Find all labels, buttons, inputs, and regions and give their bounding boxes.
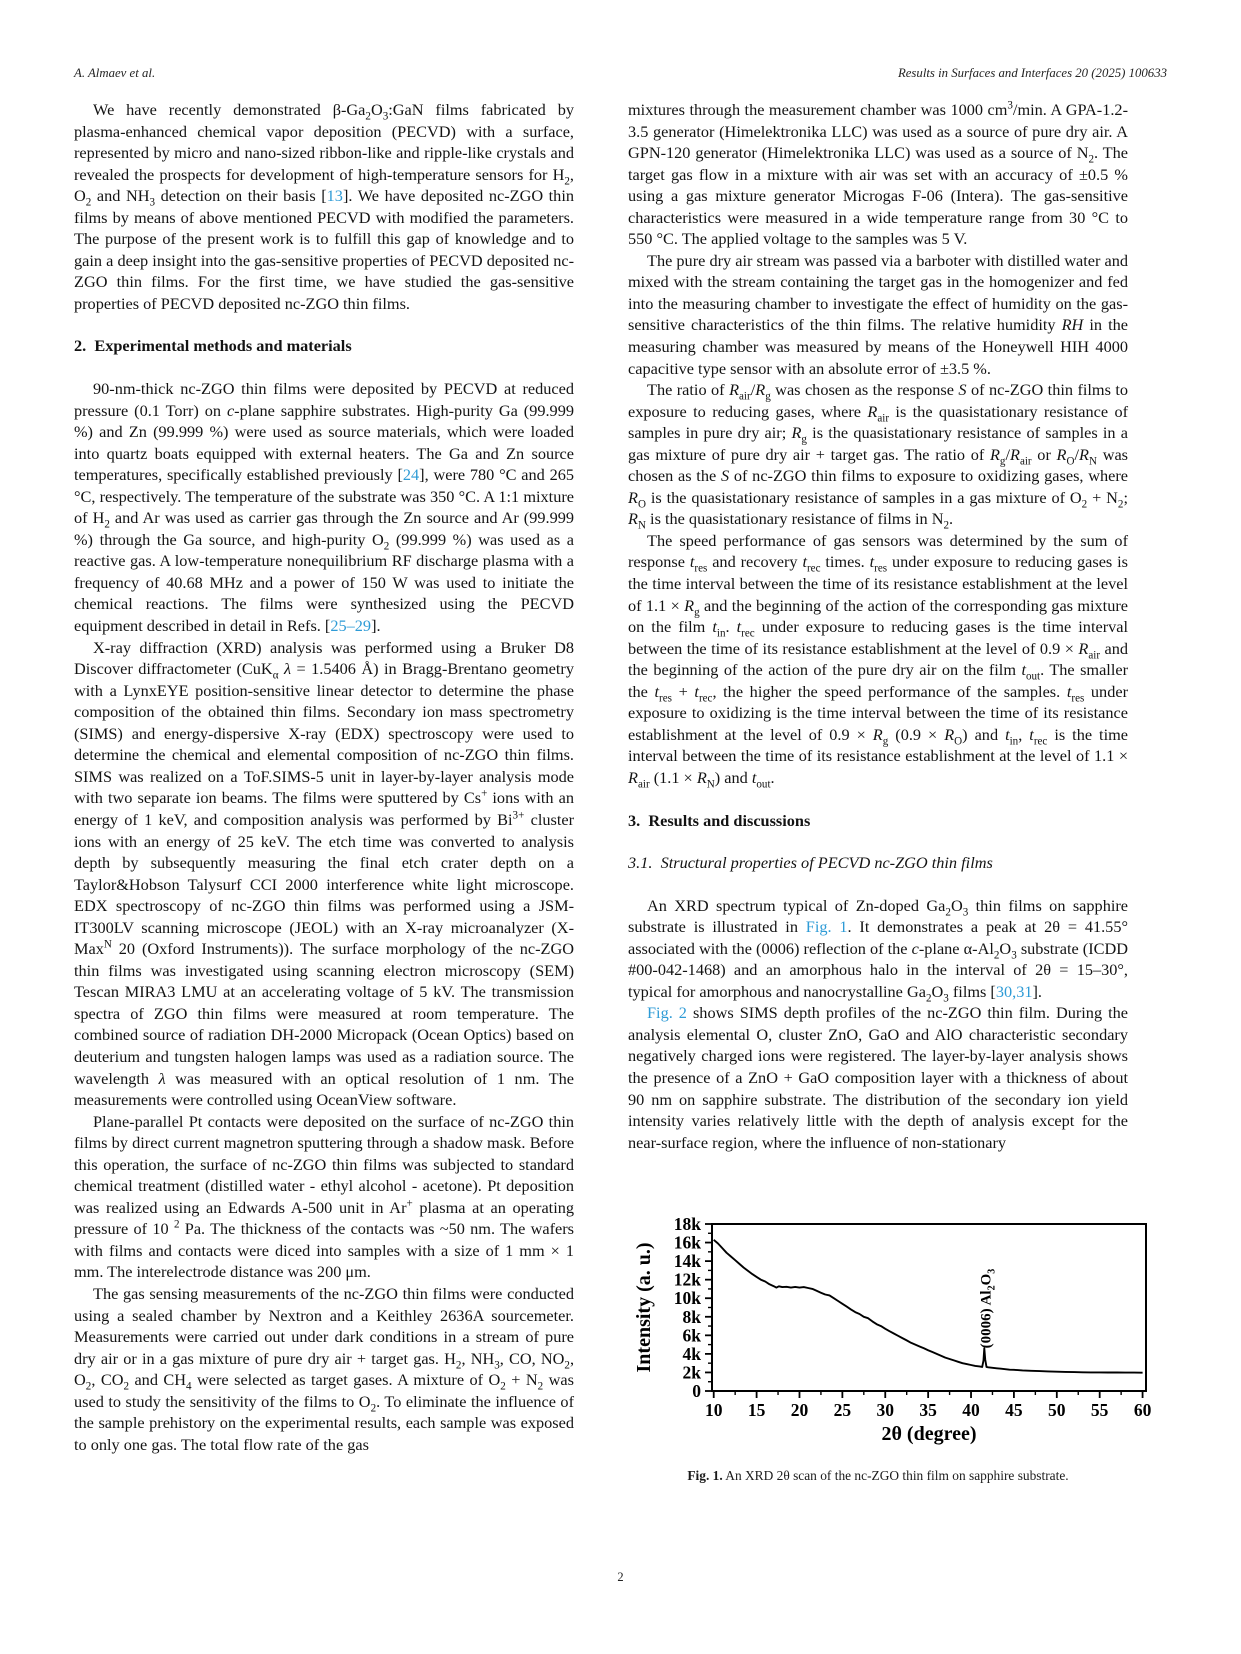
citation-link[interactable]: 25–29 xyxy=(330,616,372,636)
peak-annotation: (0006) $Al_2O_3$ xyxy=(978,1268,998,1349)
x-tick-label: 15 xyxy=(747,1400,766,1421)
y-tick-label: 4k xyxy=(682,1344,701,1365)
y-axis-title: Intensity (a. u.) xyxy=(633,1242,655,1373)
x-axis-title: 2θ (degree) xyxy=(881,1423,977,1446)
y-tick-label: 10k xyxy=(673,1288,701,1309)
y-tick-label: 0 xyxy=(692,1381,701,1402)
results-paragraph-2: Fig. 2 shows SIMS depth profiles of the nc-ZGO thin film. During the analysis elemental O, cluster ZnO, GaO and AlO characteristic secondary negatively charged ions were registered. The layer-by-layer analysis shows the presence of a ZnO + GaO composition layer with a thickness of about 90 nm on sapphire substrate. The distribution of the secondary ion yield intensity varies relatively little with the depth of analysis except for the near-surface region, where the influence of non-stationary xyxy=(628,1003,1128,1152)
y-tick-label: 2k xyxy=(682,1362,701,1383)
x-tick-label: 55 xyxy=(1090,1400,1109,1421)
methods-paragraph-8: The speed performance of gas sensors was determined by the sum of response $t_{res}$ and recovery $t_{rec}$ times. $t_{res}$ under exposure to reducing gases is the time interval between the time of its resistance establishment at the level of $1.1 \times R_g$ and the beginning of the action of the corresponding gas mixture on the film $t_{in}$. $t_{rec}$ under exposure to reducing gases is the time interval between the time of its resistance establishment at the level of $0.9 \times R_{air}$ and the beginning of the action of the pure dry air on the film $t_{out}$. The smaller the $t_{res} + t_{rec}$, the higher the speed performance of the samples. $t_{res}$ under exposure to oxidizing is the time interval between the time of its resistance establishment at the level of $0.9 \times R_g$ $(0.9 \times R_O)$ and $t_{in}$, $t_{rec}$ is the time interval between the time of its resistance establishment at the level of $1.1 \times R_{air}$ $(1.1 \times R_N)$ and $t_{out}$. xyxy=(628,530,1129,791)
x-tick-label: 10 xyxy=(704,1400,723,1421)
section-heading-3-1: 3.1. Structural properties of PECVD nc-ZGO thin films xyxy=(628,853,993,873)
x-tick-label: 20 xyxy=(790,1400,809,1421)
page-number: 2 xyxy=(617,1570,624,1584)
methods-paragraph-4: The gas sensing measurements of the nc-ZGO thin films were conducted using a sealed chamber by Nextron and a Keithley 2636A sourcemeter. Measurements were carried out under dark conditions in a stream of pure dry air or in a gas mixture of pure dry air + target gas. $H_2$, $NH_3$, CO, $NO_2$, $O_2$, $CO_2$ and $CH_4$ were selected as target gases. A mixture of $O_2 + N_2$ was used to study the sensitivity of the films to $O_2$. To eliminate the influence of the sample prehistory on the experimental results, each sample was exposed to only one gas. The total flow rate of the gas xyxy=(74,1283,575,1454)
xrd-chart xyxy=(628,1189,1152,1446)
y-tick-label: 6k xyxy=(682,1325,701,1346)
y-tick-label: 18k xyxy=(673,1214,701,1235)
x-tick-label: 60 xyxy=(1133,1400,1152,1421)
x-tick-label: 25 xyxy=(833,1400,852,1421)
right-column-text xyxy=(628,99,1128,1153)
x-tick-label: 50 xyxy=(1048,1400,1066,1421)
y-tick-label: 8k xyxy=(682,1306,701,1327)
y-tick-label: 16k xyxy=(673,1232,701,1253)
section-heading-2: 2. Experimental methods and materials xyxy=(74,336,352,356)
figure-link[interactable]: Fig. 1 xyxy=(805,917,848,937)
methods-paragraph-1: 90-nm-thick nc-ZGO thin films were deposited by PECVD at reduced pressure (0.1 Torr) on c-plane sapphire substrates. High-purity Ga (99.999 %) and Zn (99.999 %) were used as source materials, which were loaded into quartz boats equipped with external heaters. The Ga and Zn source temperatures, specifically established previously [24], were 780 °C and 265 °C, respectively. The temperature of the substrate was 350 °C. A 1:1 mixture of $H_2$ and Ar was used as carrier gas through the Zn source and Ar (99.999 %) through the Ga source, and high-purity $O_2$ (99.999 %) was used as a reactive gas. A low-temperature nonequilibrium RF discharge plasma with a frequency of 40.68 MHz and a power of 150 W was used to initiate the chemical reactions. The films were synthesized using the PECVD equipment described in detail in Refs. [25–29]. xyxy=(74,379,575,636)
methods-paragraph-2: X-ray diffraction (XRD) analysis was performed using a Bruker D8 Discover diffractometer (CuK$_\alpha$ λ = 1.5406 Å) in Bragg-Brentano geometry with a LynxEYE position-sensitive linear detector to determine the phase composition of the obtained thin films. Secondary ion mass spectrometry (SIMS) and energy-dispersive X-ray (EDX) spectroscopy were used to determine the chemical and elemental composition of nc-ZGO thin films. SIMS was realized on a ToF.SIMS-5 unit in layer-by-layer analysis mode with two separate ion beams. The films were sputtered by Cs+ ions with an energy of 1 keV, and composition analysis was performed by $Bi^{3+}$ cluster ions with an energy of 25 keV. The etch time was converted to analysis depth by subsequently measuring the final etch crater depth on a Taylor&Hobson Talysurf CCI 2000 interference white light microscope. EDX spectroscopy of nc-ZGO thin films was performed using a JSM-IT300LV scanning microscope (JEOL) with an X-ray microanalyzer (X-Max$^N$ 20 (Oxford Instruments)). The surface morphology of the nc-ZGO thin films was investigated using scanning electron microscopy (SEM) Tescan MIRA3 LMU at an accelerating voltage of 5 kV. The transmission spectra of ZGO thin films were measured at room temperature. The combined source of radiation DH-2000 Micropack (Ocean Optics) based on deuterium and tungsten halogen lamps was used as a radiation source. The wavelength λ was measured with an optical resolution of 1 nm. The measurements were controlled using OceanView software. xyxy=(74,637,574,1110)
y-tick-label: 12k xyxy=(673,1269,701,1290)
figure-1 xyxy=(628,1189,1152,1485)
section-heading-3: 3. Results and discussions xyxy=(628,810,811,830)
methods-paragraph-5: mixtures through the measurement chamber was 1000 $cm^3/\min$. A GPA-1.2-3.5 generator (Himelektronika LLC) was used as a source of pure dry air. A GPN-120 generator (Himelektronika LLC) was used as a source of $N_2$. The target gas flow in a mixture with air was set with an accuracy of ±0.5 % using a gas mixture generator Microgas F-06 (Intera). The gas-sensitive characteristics were measured in a wide temperature range from 30 °C to 550 °C. The applied voltage to the samples was 5 V. xyxy=(628,99,1128,249)
plot-frame xyxy=(712,1224,1146,1391)
methods-paragraph-6: The pure dry air stream was passed via a barboter with distilled water and mixed with the stream containing the target gas in the homogenizer and fed into the measuring chamber to investigate the effect of humidity on the gas-sensitive characteristics of the thin films. The relative humidity RH in the measuring chamber was measured by means of the Honeywell HIH 4000 capacitive type sensor with an absolute error of ±3.5 %. xyxy=(628,250,1128,378)
x-tick-label: 45 xyxy=(1005,1400,1023,1421)
x-tick-label: 40 xyxy=(962,1400,980,1421)
y-tick-label: 14k xyxy=(673,1251,701,1272)
results-paragraph-1: An XRD spectrum typical of Zn-doped $Ga_2O_3$ thin films on sapphire substrate is illustrated in Fig. 1. It demonstrates a peak at 2θ = 41.55° associated with the (0006) reflection of the c-plane $\alpha-Al_2O_3$ substrate (ICDD #00-042-1468) and an amorphous halo in the interval of 2θ = 15–30°, typical for amorphous and nanocrystalline $Ga_2O_3$ films [30,31]. xyxy=(628,895,1129,1005)
header-authors: A. Almaev et al. xyxy=(74,66,156,80)
x-tick-label: 30 xyxy=(876,1400,895,1421)
x-tick-label: 35 xyxy=(919,1400,937,1421)
figure-link[interactable]: Fig. 2 xyxy=(647,1003,687,1023)
left-column xyxy=(74,99,574,1455)
header-journal: Results in Surfaces and Interfaces 20 (2025) 100633 xyxy=(897,66,1167,80)
page-header xyxy=(74,66,1167,81)
right-column xyxy=(628,99,1152,1485)
xrd-curve xyxy=(714,1240,1143,1373)
methods-paragraph-7: The ratio of $R_{air}/R_g$ was chosen as the response S of nc-ZGO thin films to exposure to reducing gases, where $R_{air}$ is the quasistationary resistance of samples in pure dry air; $R_g$ is the quasistationary resistance of samples in a gas mixture of pure dry air + target gas. The ratio of $R_g/R_{air}$ or $R_O/R_N$ was chosen as the S of nc-ZGO thin films to exposure to oxidizing gases, where $R_O$ is the quasistationary resistance of samples in a gas mixture of $O_2 + N_2$; $R_N$ is the quasistationary resistance of films in $N_2$. xyxy=(628,380,1129,532)
intro-paragraph: We have recently demonstrated $\beta-Ga_2O_3:GaN$ films fabricated by plasma-enhanced chemical vapor deposition (PECVD) with a surface, represented by micro and nano-sized ribbon-like and ripple-like crystals and revealed the prospects for development of high-temperature sensors for $H_2$, $O_2$ and $NH_3$ detection on their basis [13]. We have deposited nc-ZGO thin films by means of above mentioned PECVD with modified the parameters. The purpose of the present work is to fulfill this gap of knowledge and to gain a deep insight into the gas-sensitive properties of PECVD deposited nc-ZGO thin films. For the first time, we have studied the gas-sensitive properties of PECVD deposited nc-ZGO thin films. xyxy=(74,100,574,313)
figure-1-caption: Fig. 1. An XRD 2θ scan of the nc-ZGO thin film on sapphire substrate. xyxy=(687,1468,1069,1484)
citation-link[interactable]: 24 xyxy=(402,465,420,485)
citation-link[interactable]: 13 xyxy=(326,186,343,206)
citation-link[interactable]: 30,31 xyxy=(995,981,1033,1001)
methods-paragraph-3: Plane-parallel Pt contacts were deposited on the surface of nc-ZGO thin films by direct current magnetron sputtering through a shadow mask. Before this operation, the surface of nc-ZGO thin films was subjected to standard chemical treatment (distilled water - ethyl alcohol - acetone). Pt deposition was realized using an Edwards A-500 unit in Ar+ plasma at an operating pressure of 10 $^2$ Pa. The thickness of the contacts was ~50 nm. The wafers with films and contacts were diced into samples with a size of 1 mm × 1 mm. The interelectrode distance was 200 μm. xyxy=(74,1111,574,1282)
